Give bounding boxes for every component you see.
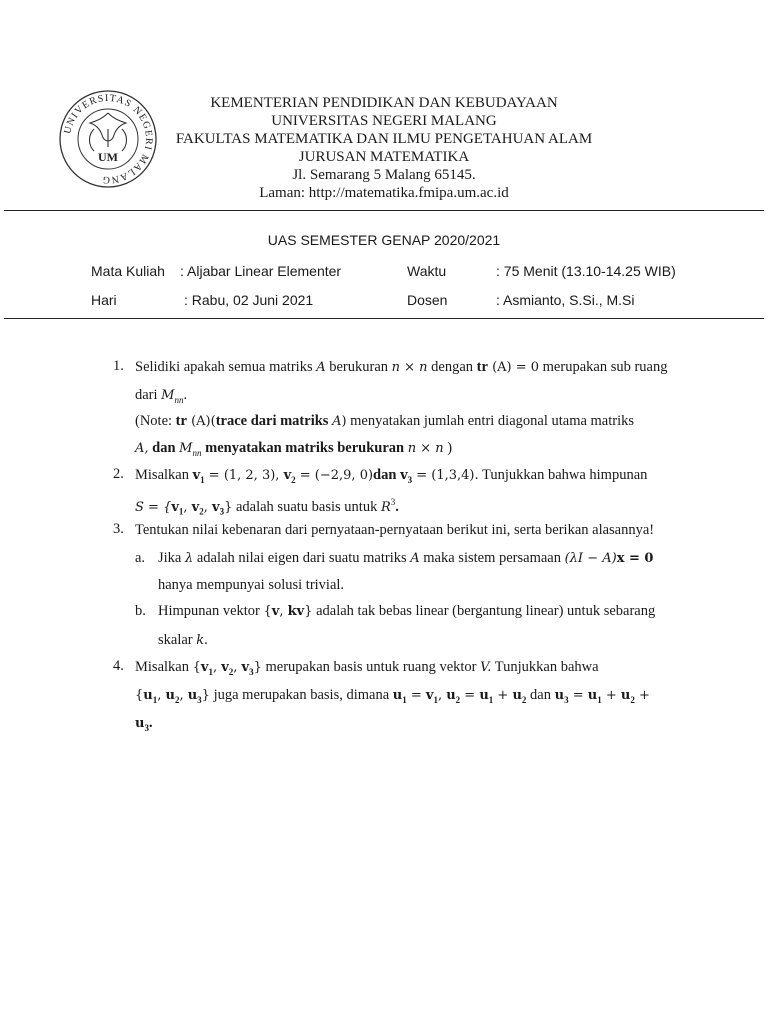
exam-title: UAS SEMESTER GENAP 2020/2021 — [267, 232, 501, 248]
university-name: UNIVERSITAS NEGERI MALANG — [271, 113, 497, 129]
faculty-name: FAKULTAS MATEMATIKA DAN ILMU PENGETAHUAN ALAM — [175, 131, 593, 147]
q4-line2: {$u_1$, $u_2$, $u_3$} juga merupakan basis, dimana $u_1 = v_1$, $u_2 = u_1 + u_2$ dan $u_3 = u_1 + u_2$ + — [135, 687, 650, 705]
time-value: : 75 Menit (13.10-14.25 WIB) — [496, 263, 676, 279]
q1-note-line1: (Note: tr (A)(trace dari matriks A) menyatakan jumlah entri diagonal utama matriks — [135, 413, 635, 429]
q1-line2: dari $M_{nn}$. — [135, 387, 188, 405]
q3a-line1: Jika λ adalah nilai eigen dari suatu matriks A maka sistem persamaan (λI − A)x = 0 — [158, 550, 654, 566]
svg-text:UM: UM — [98, 150, 118, 164]
time-label: Waktu — [407, 263, 447, 279]
ministry-name: KEMENTERIAN PENDIDIKAN DAN KEBUDAYAAN — [210, 95, 558, 111]
info-divider — [4, 318, 764, 319]
q3b-label: b. — [135, 603, 146, 619]
q4-line3: $u_3$. — [135, 715, 153, 733]
q3-number: 3. — [113, 521, 124, 537]
q1-number: 1. — [113, 358, 124, 374]
q3b-line1: Himpunan vektor {v, kv} adalah tak bebas linear (bergantung linear) untuk sebarang — [158, 603, 656, 619]
q3b-line2: skalar k. — [158, 632, 208, 648]
q1-line1: Selidiki apakah semua matriks A berukuran n × n dengan tr (A) = 0 merupakan sub ruang — [135, 359, 668, 375]
q2-number: 2. — [113, 466, 124, 482]
q2-line2: $S = \{v_1$, $v_2$, $v_3$} adalah suatu basis untuk $R^3$. — [135, 497, 399, 517]
q1-note-line2: A, dan $M_{nn}$ menyatakan matriks berukuran n × n ) — [135, 440, 453, 458]
q3a-label: a. — [135, 550, 146, 566]
department-name: JURUSAN MATEMATIKA — [298, 149, 470, 165]
course-value: : Aljabar Linear Elementer — [180, 263, 342, 279]
lecturer-label: Dosen — [407, 292, 448, 308]
q3-text: Tentukan nilai kebenaran dari pernyataan-pernyataan berikut ini, serta berikan alasannya! — [135, 522, 655, 538]
day-label: Hari — [91, 292, 117, 308]
q3a-line2: hanya mempunyai solusi trivial. — [158, 577, 345, 593]
header-divider — [4, 210, 764, 211]
svg-text:UNIVERSITAS NEGERI MALANG: UNIVERSITAS NEGERI MALANG — [62, 92, 155, 186]
day-value: : Rabu, 02 Juni 2021 — [184, 292, 314, 308]
q4-line1: Misalkan {$v_1$, $v_2$, $v_3$} merupakan basis untuk ruang vektor V. Tunjukkan bahwa — [135, 659, 599, 677]
address: Jl. Semarang 5 Malang 65145. — [292, 167, 476, 183]
q2-line1: Misalkan $v_1 = (1$, 2, 3), $v_2 = (-2,9$, 0)dan $v_3 = (1,3,4)$. Tunjukkan bahwa himpunan — [135, 467, 648, 485]
website: Laman: http://matematika.fmipa.um.ac.id — [259, 185, 509, 201]
course-label: Mata Kuliah — [91, 263, 165, 279]
q4-number: 4. — [113, 658, 124, 674]
lecturer-value: : Asmianto, S.Si., M.Si — [496, 292, 635, 308]
